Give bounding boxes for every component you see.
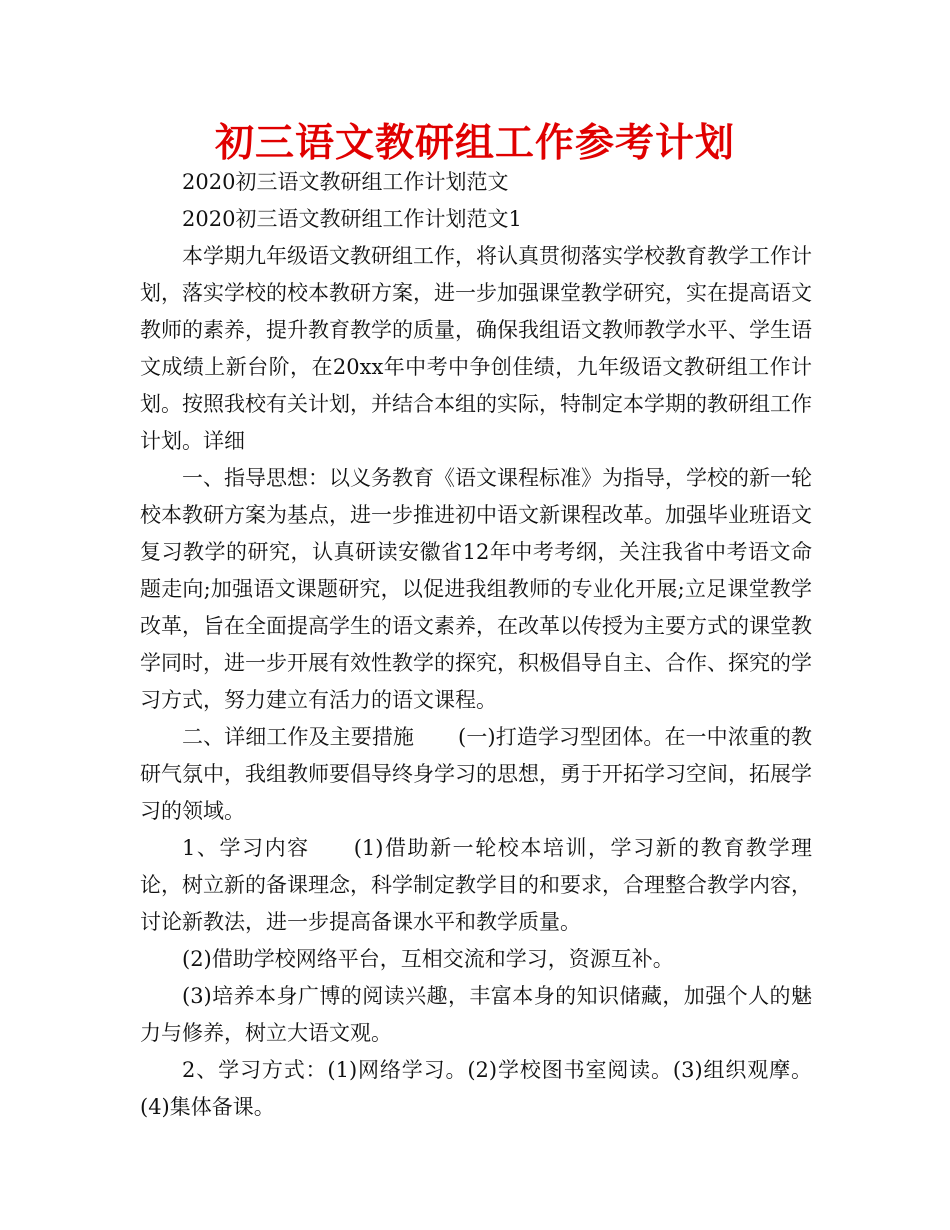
item1-heading: 1、学习内容 [182, 836, 310, 860]
subtitle: 2020初三语文教研组工作计划范文 [182, 170, 509, 194]
paragraph-reading-interest: (3)培养本身广博的阅读兴趣，丰富本身的知识储藏，加强个人的魅力与修养，树立大语文观。 [140, 984, 812, 1045]
paragraph-learning-methods: 2、学习方式：(1)网络学习。(2)学校图书室阅读。(3)组织观摩。(4)集体备课。 [140, 1058, 812, 1119]
document-title: 初三语文教研组工作参考计划 [214, 121, 735, 166]
paragraph-guiding-thought: 一、指导思想：以义务教育《语文课程标准》为指导，学校的新一轮校本教研方案为基点，进一步推进初中语文新课程改革。加强毕业班语文复习教学的研究，认真研读安徽省12年中考考纲，关注我省中考语文命题走向;加强语文课题研究，以促进我组教师的专业化开展;立足课堂教学改革，旨在全面提高学生的语文素养，在改革以传授为主要方式的课堂教学同时，进一步开展有效性教学的探究，积极倡导自主、合作、探究的学习方式，努力建立有活力的语文课程。 [140, 466, 812, 712]
section2-text: (一)打造学习型团体。在一中浓重的教研气氛中，我组教师要倡导终身学习的思想，勇于开拓学习空间，拓展学习的领域。 [140, 725, 812, 823]
item1-text: (1)借助新一轮校本培训，学习新的教育教学理论，树立新的备课理念，科学制定教学目的和要求，合理整合教学内容，讨论新教法，进一步提高备课水平和教学质量。 [140, 836, 812, 934]
paragraph-learning-content [140, 830, 812, 941]
paragraph-network-platform: (2)借助学校网络平台，互相交流和学习，资源互补。 [182, 947, 674, 971]
paragraph-intro: 本学期九年级语文教研组工作，将认真贯彻落实学校教育教学工作计划，落实学校的校本教研方案，进一步加强课堂教学研究，实在提高语文教师的素养，提升教育教学的质量，确保我组语文教师教学水平、学生语文成绩上新台阶，在20xx年中考中争创佳绩，九年级语文教研组工作计划。按照我校有关计划，并结合本组的实际，特制定本学期的教研组工作计划。详细 [140, 244, 812, 453]
document-body [140, 164, 812, 1126]
section2-heading: 二、详细工作及主要措施 [182, 725, 415, 749]
subtitle-2: 2020初三语文教研组工作计划范文1 [182, 207, 522, 231]
paragraph-work-measures [140, 719, 812, 830]
